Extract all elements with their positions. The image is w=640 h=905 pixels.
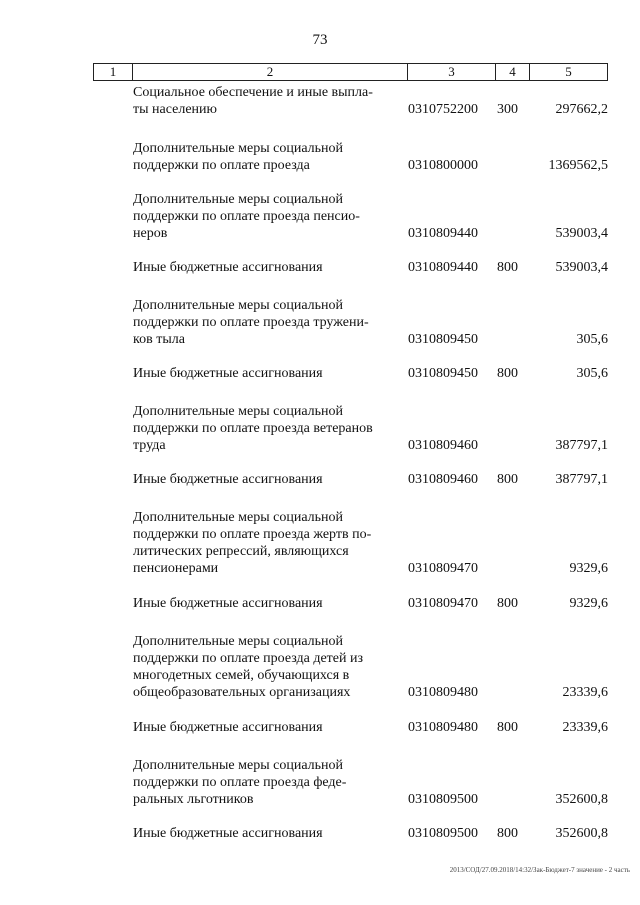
row-code: 0310752200 <box>408 102 478 117</box>
row-description <box>133 403 390 454</box>
description-line: многодетных семей, обучающихся в <box>133 668 350 683</box>
description-line: Дополнительные меры социальной <box>133 141 344 156</box>
row-expense-type: 800 <box>497 472 518 487</box>
row-description <box>133 825 390 842</box>
row-amount: 297662,2 <box>555 102 608 117</box>
table-row <box>0 595 640 612</box>
description-line: ты населению <box>133 102 217 117</box>
header-col-3: 3 <box>408 64 496 80</box>
table-header <box>93 63 608 81</box>
row-description <box>133 259 390 276</box>
row-description <box>133 191 390 242</box>
table-row <box>0 365 640 382</box>
row-expense-type: 800 <box>497 596 518 611</box>
row-expense-type: 800 <box>497 366 518 381</box>
row-code: 0310809440 <box>408 260 478 275</box>
row-code: 0310809460 <box>408 472 478 487</box>
row-code: 0310809480 <box>408 685 478 700</box>
description-line: труда <box>133 438 166 453</box>
table-row <box>0 403 640 454</box>
row-code: 0310809470 <box>408 561 478 576</box>
row-amount: 305,6 <box>576 366 608 381</box>
description-line: Дополнительные меры социальной <box>133 192 344 207</box>
row-code: 0310809500 <box>408 826 478 841</box>
row-amount: 9329,6 <box>569 561 608 576</box>
description-line: Дополнительные меры социальной <box>133 510 344 525</box>
row-code: 0310809450 <box>408 366 478 381</box>
description-line: Иные бюджетные ассигнования <box>133 596 323 611</box>
table-row <box>0 471 640 488</box>
description-line: общеобразовательных организациях <box>133 685 351 700</box>
row-description <box>133 140 390 174</box>
row-description <box>133 509 390 577</box>
description-line: Иные бюджетные ассигнования <box>133 720 323 735</box>
row-code: 0310809450 <box>408 332 478 347</box>
row-amount: 1369562,5 <box>548 158 608 173</box>
table-row <box>0 825 640 842</box>
row-amount: 23339,6 <box>562 720 608 735</box>
description-line: Социальное обеспечение и иные выпла- <box>133 85 373 100</box>
description-line: Иные бюджетные ассигнования <box>133 260 323 275</box>
row-description <box>133 633 390 701</box>
page-number: 73 <box>312 32 328 48</box>
row-expense-type: 300 <box>497 102 518 117</box>
table-row <box>0 757 640 808</box>
description-line: поддержки по оплате проезда ветеранов <box>133 421 373 436</box>
header-col-2: 2 <box>133 64 408 80</box>
row-code: 0310809470 <box>408 596 478 611</box>
description-line: Дополнительные меры социальной <box>133 634 344 649</box>
description-line: поддержки по оплате проезда жертв по- <box>133 527 372 542</box>
row-description <box>133 365 390 382</box>
description-line: Иные бюджетные ассигнования <box>133 366 323 381</box>
row-expense-type: 800 <box>497 826 518 841</box>
row-amount: 305,6 <box>576 332 608 347</box>
description-line: Иные бюджетные ассигнования <box>133 826 323 841</box>
description-line: Иные бюджетные ассигнования <box>133 472 323 487</box>
row-description <box>133 595 390 612</box>
row-amount: 23339,6 <box>562 685 608 700</box>
table-row <box>0 140 640 174</box>
row-code: 0310809500 <box>408 792 478 807</box>
row-description <box>133 84 390 118</box>
description-line: поддержки по оплате проезда федe- <box>133 775 347 790</box>
table-row <box>0 259 640 276</box>
description-line: Дополнительные меры социальной <box>133 758 344 773</box>
row-code: 0310809480 <box>408 720 478 735</box>
header-col-1: 1 <box>94 64 133 80</box>
description-line: поддержки по оплате проезда пенсио- <box>133 209 360 224</box>
row-amount: 539003,4 <box>555 260 608 275</box>
row-description <box>133 471 390 488</box>
table-row <box>0 191 640 242</box>
description-line: Дополнительные меры социальной <box>133 298 344 313</box>
row-expense-type: 800 <box>497 260 518 275</box>
row-description <box>133 719 390 736</box>
description-line: Дополнительные меры социальной <box>133 404 344 419</box>
description-line: поддержки по оплате проезда <box>133 158 310 173</box>
row-amount: 352600,8 <box>555 792 608 807</box>
row-amount: 9329,6 <box>569 596 608 611</box>
table-row <box>0 297 640 348</box>
row-amount: 352600,8 <box>555 826 608 841</box>
table-row <box>0 633 640 701</box>
description-line: ральных льготников <box>133 792 254 807</box>
row-amount: 387797,1 <box>555 472 608 487</box>
row-code: 0310809440 <box>408 226 478 241</box>
description-line: ков тыла <box>133 332 185 347</box>
row-expense-type: 800 <box>497 720 518 735</box>
description-line: неров <box>133 226 168 241</box>
row-description <box>133 297 390 348</box>
description-line: поддержки по оплате проезда тружени- <box>133 315 369 330</box>
table-row <box>0 84 640 118</box>
row-amount: 387797,1 <box>555 438 608 453</box>
table-row <box>0 509 640 577</box>
row-code: 0310809460 <box>408 438 478 453</box>
description-line: пенсионерами <box>133 561 219 576</box>
table-row <box>0 719 640 736</box>
description-line: литических репрессий, являющихся <box>133 544 349 559</box>
header-col-4: 4 <box>496 64 530 80</box>
description-line: поддержки по оплате проезда детей из <box>133 651 364 666</box>
row-description <box>133 757 390 808</box>
footer-note: 2013/СОД/27.09.2018/14:32/Зак-Бюджет-7 значение - 2 часть <box>449 866 630 874</box>
header-col-5: 5 <box>565 64 572 79</box>
row-amount: 539003,4 <box>555 226 608 241</box>
row-code: 0310800000 <box>408 158 478 173</box>
